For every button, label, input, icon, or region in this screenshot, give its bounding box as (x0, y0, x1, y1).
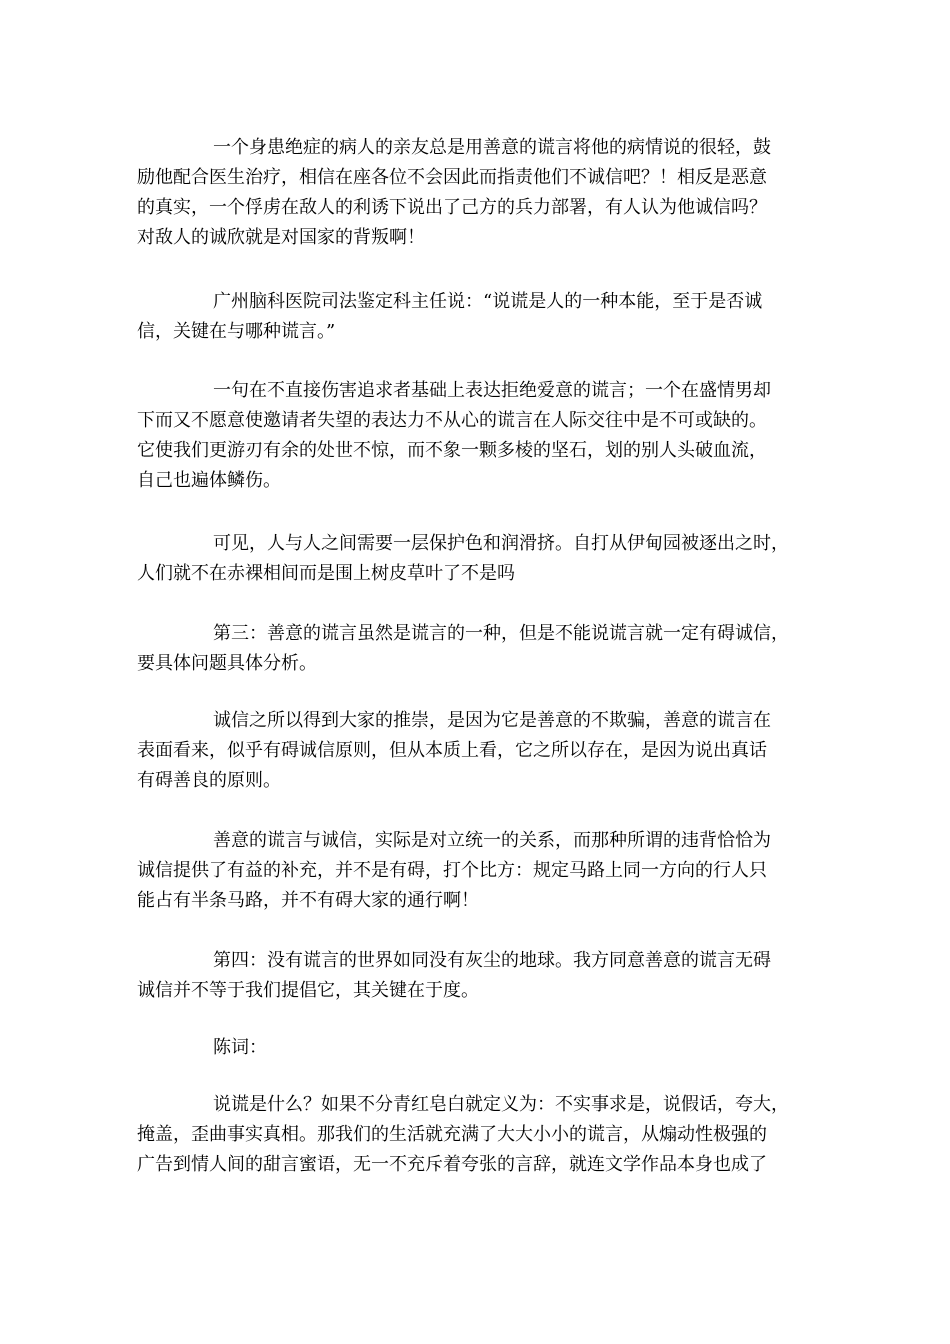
text-line: 它使我们更游刃有余的处世不惊，而不象一颗多棱的坚石，划的别人头破血流， (137, 440, 767, 461)
paragraph-5 (137, 619, 813, 679)
paragraph-10 (137, 1090, 813, 1180)
text-line: 诚信之所以得到大家的推崇，是因为它是善意的不欺骗，善意的谎言在 (213, 710, 771, 731)
paragraph-9 (137, 1033, 813, 1063)
text-line: 能占有半条马路，并不有碍大家的通行啊！ (137, 890, 479, 911)
text-line: 诚信提供了有益的补充，并不是有碍，打个比方：规定马路上同一方向的行人只 (137, 860, 767, 881)
paragraph-6 (137, 706, 813, 796)
text-line: 第三：善意的谎言虽然是谎言的一种，但是不能说谎言就一定有碍诚信， (213, 623, 789, 644)
text-line: 自己也遍体鳞伤。 (137, 470, 281, 491)
text-line: 对敌人的诚欣就是对国家的背叛啊！ (137, 227, 425, 248)
text-line: 励他配合医生治疗，相信在座各位不会因此而指责他们不诚信吧？！相反是恶意 (137, 167, 767, 188)
text-line: 人们就不在赤裸相间而是围上树皮草叶了不是吗 (137, 563, 515, 584)
text-line: 有碍善良的原则。 (137, 770, 281, 791)
text-line: 一个身患绝症的病人的亲友总是用善意的谎言将他的病情说的很轻，鼓 (213, 137, 771, 158)
text-line: 广告到情人间的甜言蜜语，无一不充斥着夸张的言辞，就连文学作品本身也成了 (137, 1154, 767, 1175)
paragraph-3 (137, 376, 813, 496)
text-line: 信，关键在与哪种谎言。” (137, 321, 336, 342)
text-line: 陈词： (213, 1037, 267, 1058)
paragraph-7 (137, 826, 813, 916)
text-line: 善意的谎言与诚信，实际是对立统一的关系，而那种所谓的违背恰恰为 (213, 830, 771, 851)
text-line: 一句在不直接伤害追求者基础上表达拒绝爱意的谎言；一个在盛情男却 (213, 380, 771, 401)
paragraph-2 (137, 287, 813, 347)
text-line: 的真实，一个俘虏在敌人的利诱下说出了己方的兵力部署，有人认为他诚信吗？ (137, 197, 767, 218)
paragraph-1 (137, 133, 813, 253)
text-line: 表面看来，似乎有碍诚信原则，但从本质上看，它之所以存在，是因为说出真话 (137, 740, 767, 761)
text-line: 诚信并不等于我们提倡它，其关键在于度。 (137, 980, 479, 1001)
paragraph-4 (137, 529, 813, 589)
text-line: 第四：没有谎言的世界如同没有灰尘的地球。我方同意善意的谎言无碍 (213, 950, 771, 971)
paragraph-8 (137, 946, 813, 1006)
text-line: 广州脑科医院司法鉴定科主任说：“说谎是人的一种本能，至于是否诚 (213, 291, 763, 312)
text-line: 说谎是什么？如果不分青红皂白就定义为：不实事求是，说假话，夸大， (213, 1094, 789, 1115)
text-line: 可见，人与人之间需要一层保护色和润滑挤。自打从伊甸园被逐出之时， (213, 533, 789, 554)
text-line: 要具体问题具体分析。 (137, 653, 317, 674)
text-line: 掩盖，歪曲事实真相。那我们的生活就充满了大大小小的谎言，从煽动性极强的 (137, 1124, 767, 1145)
text-line: 下而又不愿意使邀请者失望的表达力不从心的谎言在人际交往中是不可或缺的。 (137, 410, 767, 431)
